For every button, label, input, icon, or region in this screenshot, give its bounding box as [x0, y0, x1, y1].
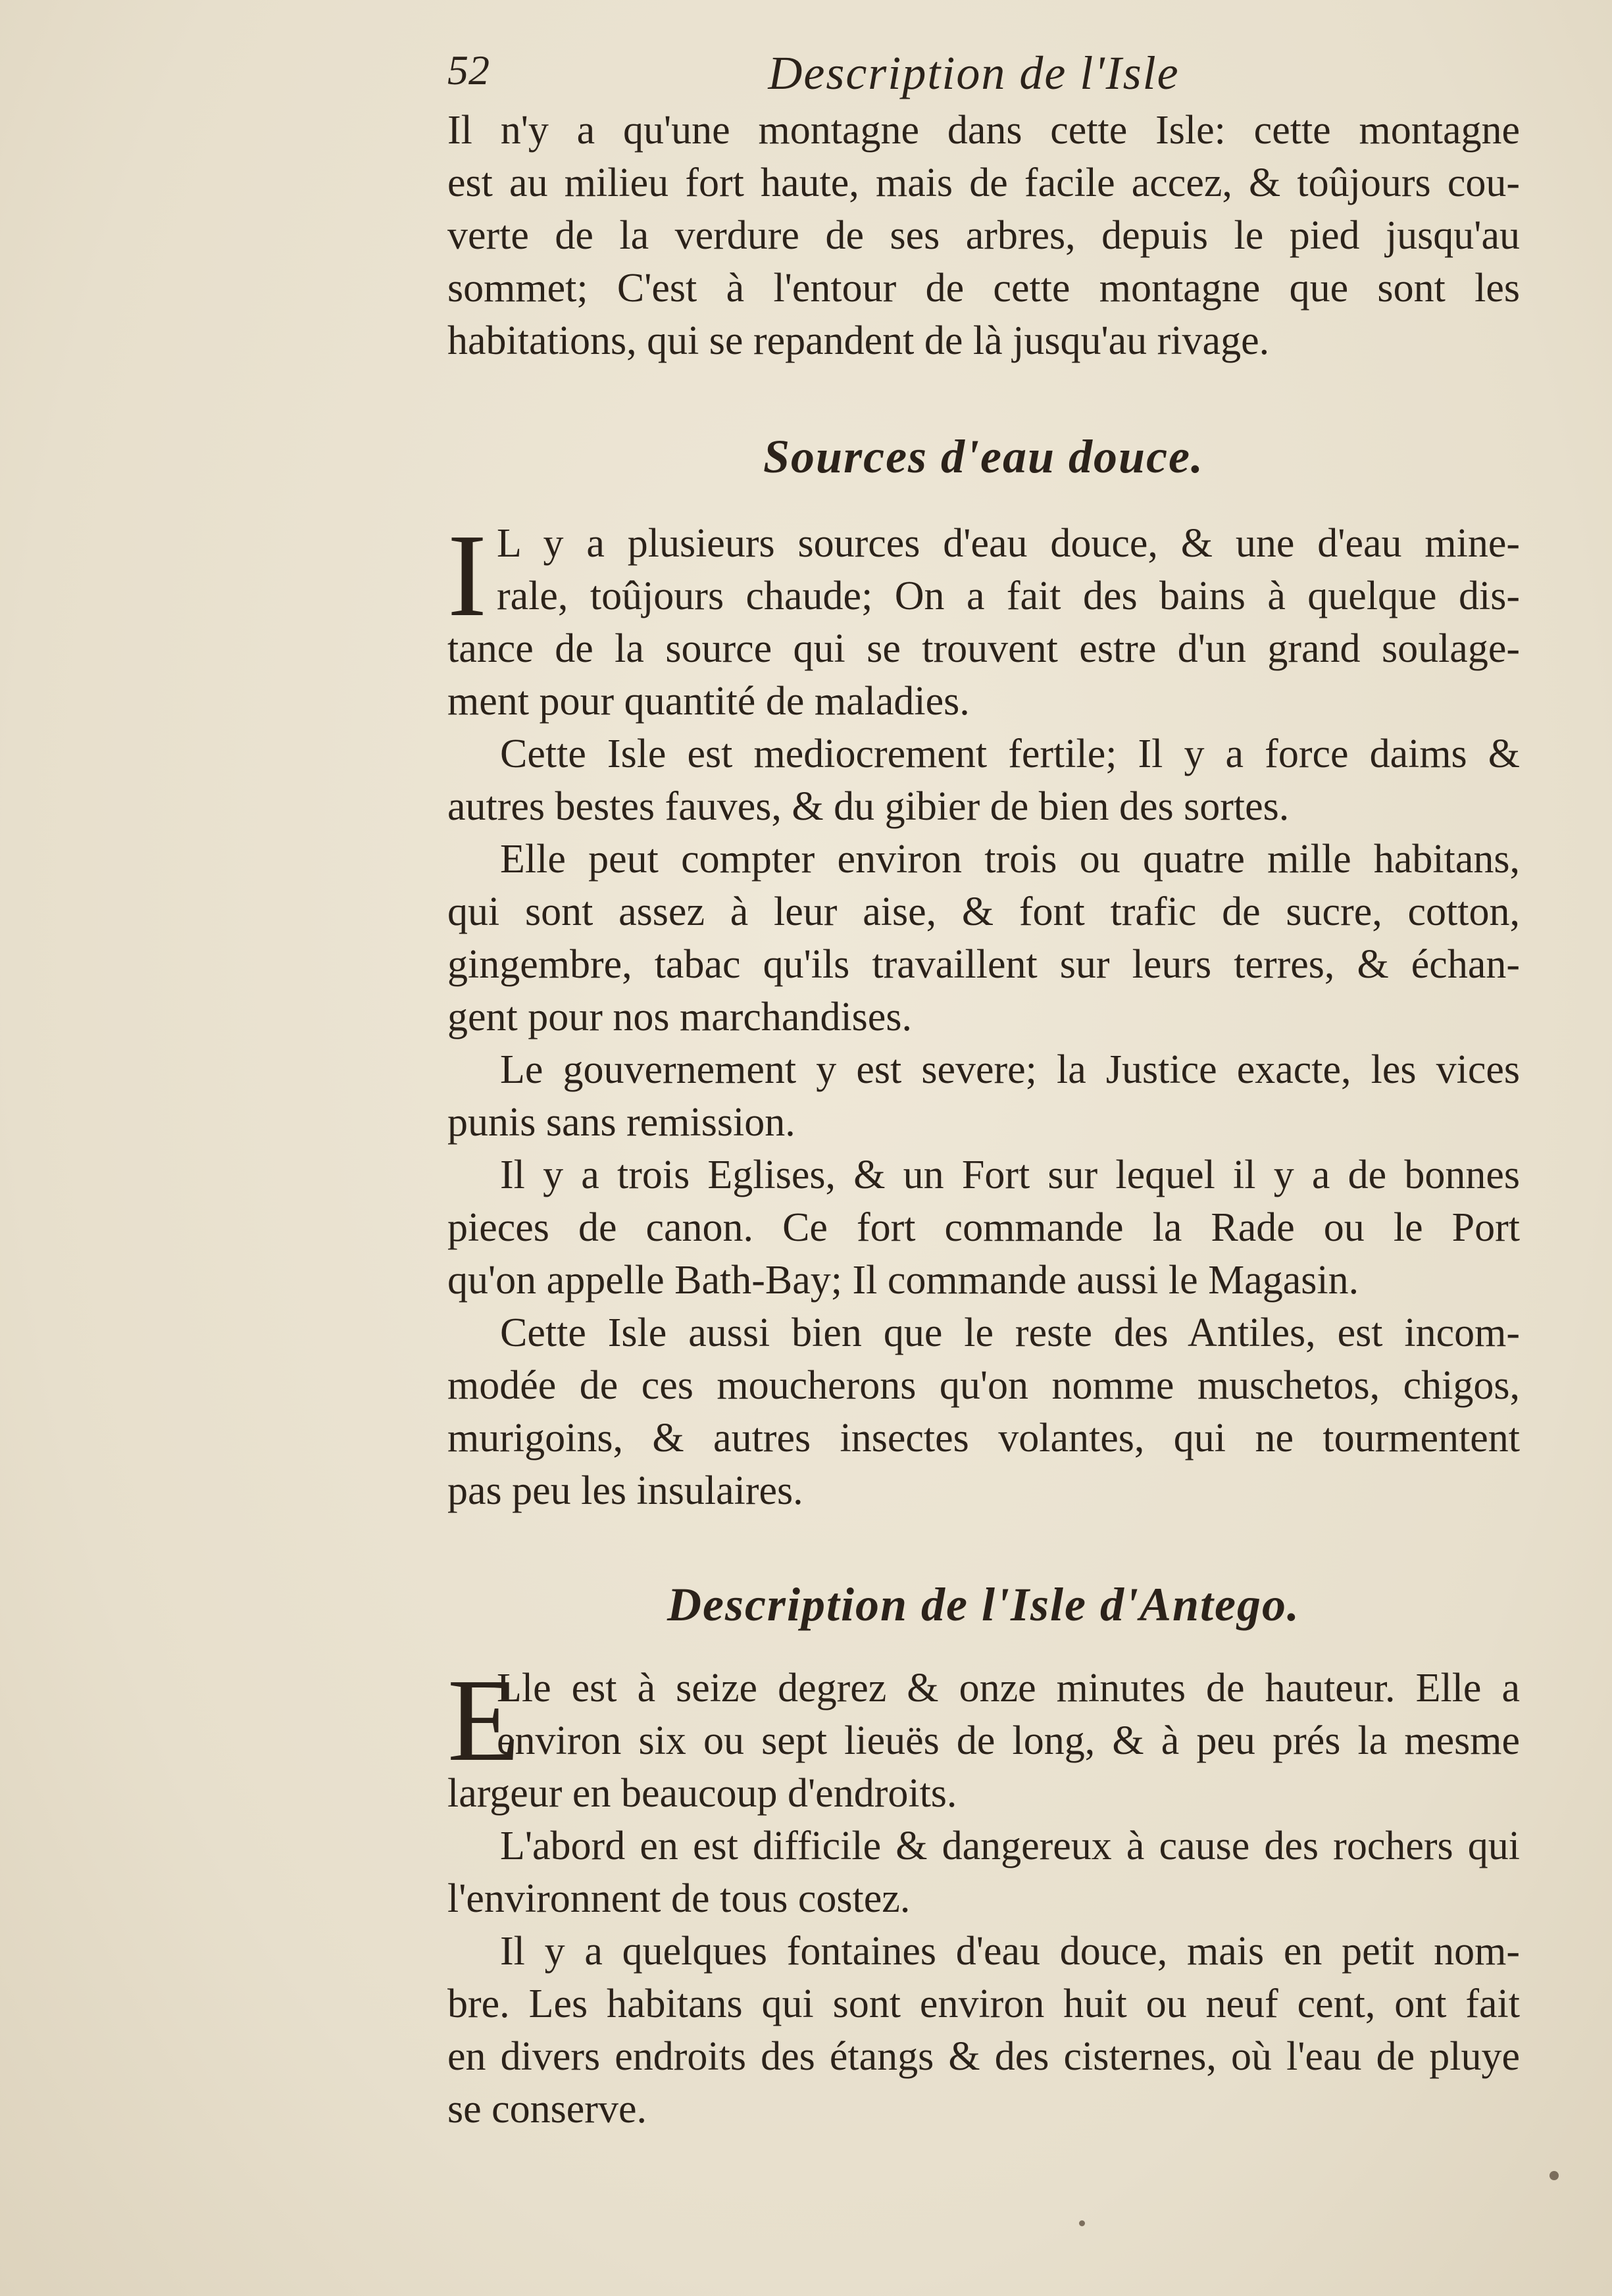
text-line: ment pour quantité de maladies. [447, 679, 970, 724]
text-line: L y a plusieurs sources d'eau douce, & une d'eau mine- [497, 521, 1520, 566]
text-line: se conserve. [447, 2087, 647, 2132]
paragraph-sources [447, 510, 1520, 728]
paragraph-antego-access [447, 1820, 1520, 1925]
running-title: Description de l'Isle [768, 47, 1180, 99]
paragraph-antego-water [447, 1925, 1520, 2135]
text-line: en divers endroits des étangs & des cisternes, où l'eau de pluye [447, 2034, 1520, 2079]
text-line: qu'on appelle Bath-Bay; Il commande aussi le Magasin. [447, 1258, 1359, 1303]
paragraph-antego-location [447, 1655, 1520, 1820]
text-line: largeur en beaucoup d'endroits. [447, 1771, 957, 1816]
text-line: punis sans remission. [447, 1100, 795, 1145]
ink-speck [1079, 2220, 1085, 2226]
section-heading-sources: Sources d'eau douce. [763, 430, 1204, 483]
text-line: bre. Les habitans qui sont environ huit ou neuf cent, ont fait [447, 1982, 1520, 2026]
drop-cap: I [447, 510, 487, 641]
text-line: tance de la source qui se trouvent estre d'un grand soulage- [447, 626, 1520, 671]
text-line: Cette Isle est mediocrement fertile; Il y a force daims & [500, 732, 1520, 776]
text-line: pieces de canon. Ce fort commande la Rade ou le Port [447, 1205, 1520, 1250]
text-line: est au milieu fort haute, mais de facile accez, & toûjours cou- [447, 161, 1520, 205]
paragraph-government [447, 1043, 1520, 1149]
drop-cap: E [447, 1655, 520, 1785]
text-line: qui sont assez à leur aise, & font trafic de sucre, cotton, [447, 889, 1520, 934]
text-line: habitations, qui se repandent de là jusqu'au rivage. [447, 318, 1270, 363]
page-number: 52 [447, 47, 490, 93]
text-line: gingembre, tabac qu'ils travaillent sur leurs terres, & échan- [447, 942, 1520, 987]
text-line: gent pour nos marchandises. [447, 995, 912, 1039]
text-line: rale, toûjours chaude; On a fait des bains à quelque dis- [497, 574, 1520, 618]
text-line: Elle peut compter environ trois ou quatre mille habitans, [500, 837, 1520, 882]
text-line: environ six ou sept lieuës de long, & à peu prés la mesme [497, 1718, 1520, 1763]
intro-paragraph [447, 104, 1520, 367]
text-line: modée de ces moucherons qu'on nomme muschetos, chigos, [447, 1363, 1520, 1408]
section-heading-antego: Description de l'Isle d'Antego. [667, 1578, 1300, 1631]
text-line: sommet; C'est à l'entour de cette montagne que sont les [447, 266, 1520, 311]
page-header [447, 46, 1500, 105]
paragraph-churches [447, 1149, 1520, 1307]
text-line: verte de la verdure de ses arbres, depuis le pied jusqu'au [447, 213, 1520, 258]
text-line: Le gouvernement y est severe; la Justice exacte, les vices [500, 1047, 1520, 1092]
paragraph-inhabitants [447, 833, 1520, 1043]
text-line: Lle est à seize degrez & onze minutes de hauteur. Elle a [497, 1666, 1520, 1710]
text-line: autres bestes fauves, & du gibier de bien des sortes. [447, 784, 1290, 829]
paragraph-fertility [447, 728, 1520, 833]
text-line: l'environnent de tous costez. [447, 1876, 911, 1921]
text-line: Il y a quelques fontaines d'eau douce, mais en petit nom- [500, 1929, 1520, 1974]
text-line: L'abord en est difficile & dangereux à cause des rochers qui [500, 1824, 1520, 1868]
text-line: Il y a trois Eglises, & un Fort sur lequel il y a de bonnes [500, 1153, 1520, 1197]
paragraph-insects [447, 1307, 1520, 1517]
text-line: murigoins, & autres insectes volantes, qui ne tourmentent [447, 1416, 1520, 1460]
text-line: pas peu les insulaires. [447, 1468, 803, 1513]
text-line: Cette Isle aussi bien que le reste des Antiles, est incom- [500, 1310, 1520, 1355]
ink-speck [1549, 2171, 1559, 2180]
body-text [447, 104, 1520, 2135]
text-line: Il n'y a qu'une montagne dans cette Isle: cette montagne [447, 108, 1520, 153]
